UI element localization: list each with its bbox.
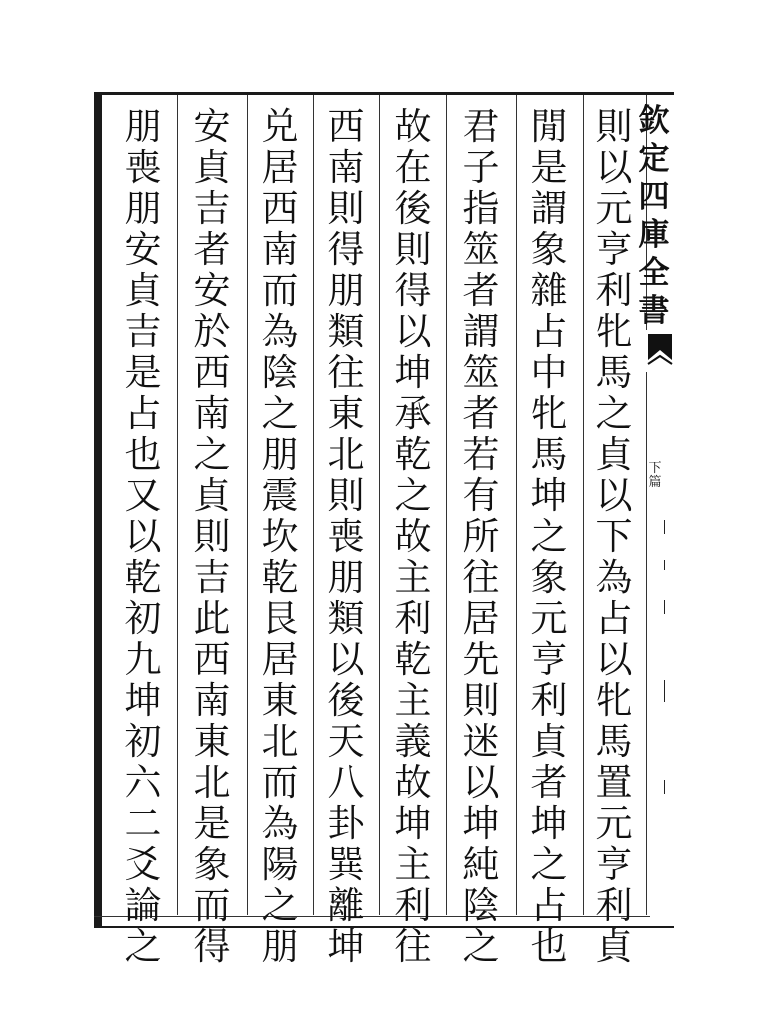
column-rule (446, 95, 447, 915)
text-column-4: 故在後則得以坤承乾之故主利乾主義故坤主利往 (394, 105, 432, 968)
text-column-1: 則以元亨利牝馬之貞以下為占以牝馬置元亨利貞 (595, 105, 633, 968)
fishtail-mark-icon (646, 330, 674, 372)
column-rule (177, 95, 178, 915)
page-border (94, 92, 674, 928)
text-column-8: 朋喪朋安貞吉是占也又以乾初九坤初六二爻論之 (124, 105, 162, 968)
column-rule (379, 95, 380, 915)
column-rule (516, 95, 517, 915)
margin-tick (664, 600, 665, 614)
column-rule (247, 95, 248, 915)
text-column-2: 閒是謂象雜占中牝馬坤之象元亨利貞者坤之占也 (530, 105, 568, 968)
column-rule (583, 95, 584, 915)
margin-tick (664, 560, 665, 570)
text-column-6: 兑居西南而為陰之朋震坎乾艮居東北而為陽之朋 (261, 105, 299, 968)
margin-tick (664, 680, 665, 702)
book-title: 欽定四庫全書 (638, 103, 670, 329)
text-column-5: 西南則得朋類往東北則喪朋類以後天八卦巽離坤 (327, 105, 365, 968)
column-rule (313, 95, 314, 915)
margin-tick (664, 780, 665, 794)
margin-tick (664, 520, 665, 534)
text-column-3: 君子指筮者謂筮者若有所往居先則迷以坤純陰之 (462, 105, 500, 968)
section-label: 下篇 (648, 461, 662, 490)
text-column-7: 安貞吉者安於西南之貞則吉此西南東北是象而得 (193, 105, 231, 968)
